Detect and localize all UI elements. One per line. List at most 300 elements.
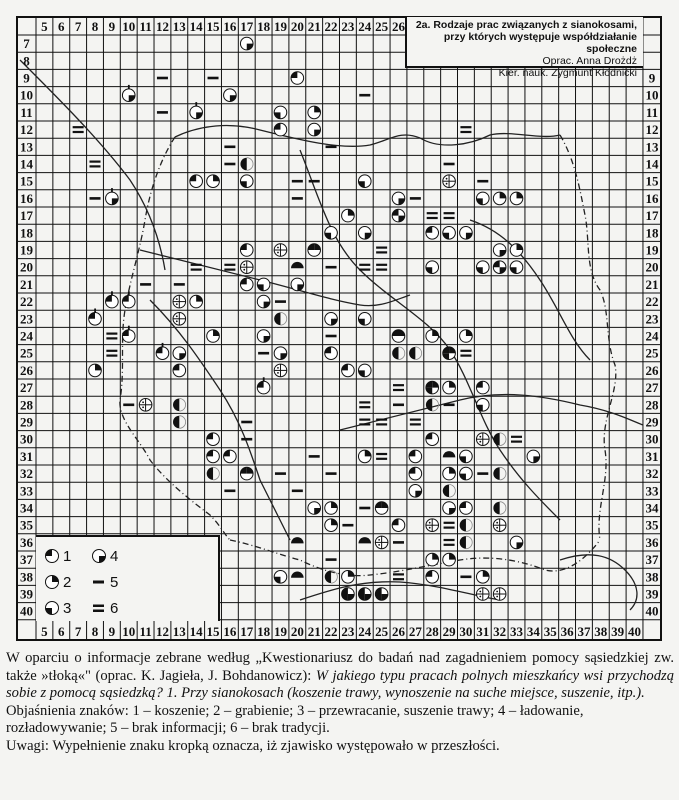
symbol-dot bbox=[479, 591, 481, 593]
symbol-quadrant-fill bbox=[325, 347, 331, 353]
map-symbol-q bbox=[207, 450, 220, 463]
map-title-box bbox=[405, 17, 643, 79]
symbol-half-top bbox=[291, 262, 304, 268]
axis-bottom-label: 28 bbox=[425, 624, 439, 639]
map-symbol-dash bbox=[292, 197, 303, 200]
symbol-dot bbox=[429, 522, 431, 524]
map-symbol-q bbox=[392, 209, 405, 222]
axis-bottom-label: 11 bbox=[139, 624, 152, 639]
axis-left-label: 37 bbox=[20, 552, 33, 568]
map-symbol-cross bbox=[426, 519, 439, 532]
symbol-dash bbox=[444, 404, 455, 407]
map-symbol-double bbox=[444, 539, 455, 546]
axis-bottom-label: 34 bbox=[526, 624, 540, 639]
legend-label-4: 4 bbox=[110, 547, 119, 565]
axis-right-label: 40 bbox=[645, 603, 659, 619]
legend-label-3: 3 bbox=[63, 599, 72, 617]
symbol-quadrant-fill bbox=[466, 233, 472, 239]
axis-bottom-label: 18 bbox=[257, 624, 271, 639]
symbol-double-dash-bottom bbox=[410, 423, 421, 425]
map-symbol-q bbox=[358, 175, 371, 188]
map-symbol-q bbox=[409, 485, 422, 498]
map-symbol-q bbox=[426, 226, 439, 239]
symbol-quadrant-fill bbox=[517, 192, 523, 198]
symbol-double-dash-bottom bbox=[106, 355, 117, 357]
symbol-quadrant-fill bbox=[240, 181, 246, 187]
symbol-quadrant-fill bbox=[375, 588, 381, 594]
map-symbol-q bbox=[274, 571, 287, 584]
axis-left-label: 31 bbox=[20, 448, 33, 464]
symbol-quadrant-fill bbox=[466, 330, 472, 336]
symbol-flag bbox=[111, 188, 113, 192]
symbol-quadrant-fill bbox=[517, 244, 523, 250]
axis-bottom-label: 33 bbox=[510, 624, 524, 639]
symbol-double-dash-bottom bbox=[90, 165, 101, 167]
symbol-dash bbox=[224, 490, 235, 493]
axis-top-label: 21 bbox=[307, 19, 321, 34]
symbol-double-dash-top bbox=[460, 350, 471, 352]
symbol-double-dash-top bbox=[444, 212, 455, 214]
map-symbol-dash bbox=[326, 146, 337, 149]
symbol-dot bbox=[446, 183, 448, 185]
axis-left-label: 36 bbox=[20, 534, 33, 550]
map-symbol-dash bbox=[292, 490, 303, 493]
map-symbol-dash bbox=[477, 472, 488, 475]
axis-left-label: 13 bbox=[20, 139, 33, 155]
map-symbol-half-l bbox=[274, 313, 287, 326]
symbol-dash bbox=[224, 146, 235, 149]
caption-remarks: Uwagi: Wypełnienie znaku kropką oznacza, iż zjawisko występowało w przeszłości. bbox=[6, 737, 500, 754]
map-symbol-q bbox=[89, 309, 102, 326]
symbol-quadrant-fill bbox=[382, 502, 388, 508]
map-symbol-cross bbox=[493, 519, 506, 532]
symbol-double-dash-top bbox=[460, 126, 471, 128]
symbol-quadrant-fill bbox=[426, 388, 432, 394]
symbol-dot bbox=[378, 544, 380, 546]
map-symbol-double bbox=[376, 453, 387, 460]
symbol-quadrant-fill bbox=[207, 450, 213, 456]
symbol-quadrant-fill bbox=[426, 571, 432, 577]
symbol-dot bbox=[243, 269, 245, 271]
symbol-quadrant-fill bbox=[392, 519, 398, 525]
map-symbol-q bbox=[240, 244, 253, 257]
symbol-double-dash-bottom bbox=[191, 269, 202, 271]
axis-bottom-label: 6 bbox=[58, 624, 65, 639]
map-symbol-q bbox=[240, 467, 253, 480]
symbol-quadrant-fill bbox=[358, 594, 364, 600]
axis-left-label: 10 bbox=[20, 87, 33, 103]
symbol-dash bbox=[326, 146, 337, 149]
symbol-dash bbox=[393, 541, 404, 544]
axis-right-label: 23 bbox=[645, 311, 659, 327]
map-symbol-dash bbox=[444, 404, 455, 407]
axis-top-label: 5 bbox=[41, 19, 48, 34]
symbol-double-dash-top bbox=[359, 264, 370, 266]
map-symbol-q bbox=[527, 450, 540, 463]
symbol-dot bbox=[496, 522, 498, 524]
map-symbol-double bbox=[359, 401, 370, 408]
symbol-dash bbox=[460, 576, 471, 579]
map-symbol-cross bbox=[240, 261, 253, 274]
symbol-quadrant-fill bbox=[500, 267, 506, 273]
axis-left-label: 40 bbox=[20, 603, 33, 619]
symbol-quadrant-fill bbox=[382, 594, 388, 600]
symbol-half-left bbox=[173, 416, 179, 429]
map-symbol-q bbox=[257, 278, 270, 291]
axis-left-label: 16 bbox=[20, 190, 33, 206]
symbol-half-outline bbox=[466, 536, 472, 549]
symbol-quadrant-fill bbox=[314, 106, 320, 112]
map-symbol-double bbox=[393, 573, 404, 580]
axis-bottom-label: 19 bbox=[273, 624, 287, 639]
axis-top-label: 7 bbox=[74, 19, 82, 34]
map-symbol-q bbox=[443, 467, 456, 480]
symbol-dash bbox=[393, 404, 404, 407]
symbol-quadrant-fill bbox=[483, 571, 489, 577]
map-symbol-q bbox=[207, 175, 220, 188]
map-symbol-q bbox=[325, 313, 338, 326]
symbol-quadrant-fill bbox=[280, 353, 286, 359]
symbol-quadrant-fill bbox=[190, 175, 196, 181]
symbol-quadrant-fill bbox=[449, 381, 455, 387]
symbol-half-left bbox=[274, 313, 280, 326]
symbol-quadrant-fill bbox=[196, 112, 202, 118]
symbol-dash bbox=[477, 180, 488, 183]
symbol-quadrant-fill bbox=[432, 330, 438, 336]
map-symbol-dash bbox=[208, 77, 219, 80]
symbol-half-outline bbox=[179, 416, 185, 429]
axis-right-label: 34 bbox=[645, 500, 659, 516]
symbol-quadrant-fill bbox=[240, 244, 246, 250]
axis-top-label: 26 bbox=[391, 19, 405, 34]
symbol-quadrant-fill bbox=[224, 450, 230, 456]
axis-left-label: 12 bbox=[20, 122, 33, 138]
axis-left-label: 9 bbox=[23, 70, 30, 86]
symbol-quadrant-fill bbox=[449, 347, 455, 353]
symbol-quadrant-fill bbox=[257, 284, 263, 290]
symbol-half-left bbox=[493, 433, 499, 446]
symbol-dot bbox=[277, 252, 279, 254]
axis-left-label: 28 bbox=[20, 397, 33, 413]
axis-left-label: 19 bbox=[20, 242, 33, 258]
symbol-double-dash-top bbox=[410, 419, 421, 421]
symbol-double-dash-bottom bbox=[460, 355, 471, 357]
axis-left-label: 20 bbox=[20, 259, 33, 275]
map-symbol-q bbox=[460, 330, 473, 343]
axis-top-label: 24 bbox=[358, 19, 372, 34]
map-symbol-q bbox=[426, 571, 439, 584]
map-symbol-q bbox=[274, 123, 287, 136]
symbol-half-left bbox=[443, 485, 449, 498]
map-symbol-dash bbox=[326, 472, 337, 475]
map-symbol-dash bbox=[275, 300, 286, 303]
map-symbol-q bbox=[392, 192, 405, 205]
map-symbol-dash bbox=[174, 283, 185, 286]
axis-top-labels bbox=[41, 19, 405, 34]
axis-bottom-label: 32 bbox=[493, 624, 507, 639]
axis-right-label: 11 bbox=[645, 104, 659, 120]
symbol-quadrant-fill bbox=[348, 571, 354, 577]
symbol-quadrant-fill bbox=[398, 330, 404, 336]
map-symbol-half-l bbox=[443, 485, 456, 498]
symbol-quadrant-fill bbox=[348, 594, 354, 600]
axis-right-label: 35 bbox=[645, 517, 659, 533]
map-symbol-dash bbox=[224, 490, 235, 493]
map-symbol-dash bbox=[123, 404, 134, 407]
symbol-quadrant-fill bbox=[358, 370, 364, 376]
axis-bottom-label: 36 bbox=[560, 624, 574, 639]
symbol-quadrant-fill bbox=[274, 112, 280, 118]
map-symbol-dash bbox=[241, 421, 252, 424]
map-symbol-q bbox=[392, 330, 405, 343]
map-symbol-q bbox=[224, 89, 237, 102]
symbol-flag bbox=[128, 326, 130, 330]
axis-bottom-label: 13 bbox=[172, 624, 186, 639]
axis-right-label: 25 bbox=[645, 345, 659, 361]
symbol-dot bbox=[176, 320, 178, 322]
axis-left-label: 8 bbox=[23, 53, 30, 69]
legend-item-6 bbox=[91, 599, 118, 617]
axis-bottom-label: 37 bbox=[577, 624, 591, 639]
symbol-quadrant-fill bbox=[460, 456, 466, 462]
map-symbol-dash bbox=[275, 472, 286, 475]
axis-bottom-label: 8 bbox=[91, 624, 99, 639]
axis-left-label: 7 bbox=[23, 36, 30, 52]
symbol-quadrant-fill bbox=[426, 267, 432, 273]
map-symbol-dash bbox=[410, 197, 421, 200]
symbol-dot bbox=[142, 401, 144, 403]
map-symbol-q bbox=[190, 102, 203, 119]
map-symbol-q bbox=[156, 343, 169, 360]
map-symbol-half-l bbox=[325, 571, 338, 584]
axis-left-label: 23 bbox=[20, 311, 33, 327]
map-symbol-q bbox=[173, 347, 186, 360]
axis-right-label: 13 bbox=[645, 139, 659, 155]
symbol-quadrant-fill bbox=[358, 181, 364, 187]
map-symbol-dash bbox=[309, 455, 320, 458]
symbol-flag bbox=[94, 309, 96, 313]
map-symbol-q bbox=[190, 295, 203, 308]
map-symbol-q bbox=[510, 192, 523, 205]
axis-right-label: 30 bbox=[645, 431, 659, 447]
symbol-quadrant-fill bbox=[449, 508, 455, 514]
axis-right-label: 21 bbox=[645, 276, 659, 292]
axis-right-label: 28 bbox=[645, 397, 659, 413]
map-symbol-q bbox=[443, 347, 456, 360]
axis-bottom-label: 24 bbox=[358, 624, 372, 639]
symbol-dot bbox=[429, 527, 431, 529]
map-symbol-cross bbox=[476, 588, 489, 601]
symbol-quadrant-fill bbox=[173, 364, 179, 370]
legend bbox=[36, 535, 220, 621]
axis-bottom-label: 14 bbox=[189, 624, 203, 639]
symbol-quadrant-fill bbox=[517, 542, 523, 548]
map-symbol-q bbox=[308, 244, 321, 257]
map-symbol-half-l bbox=[493, 467, 506, 480]
map-symbol-cross bbox=[476, 433, 489, 446]
symbol-dash bbox=[477, 472, 488, 475]
symbol-half-top bbox=[291, 571, 304, 577]
map-symbol-half-l bbox=[240, 158, 253, 171]
map-symbol-q bbox=[426, 553, 439, 566]
symbol-dash bbox=[241, 438, 252, 441]
map-symbol-cross bbox=[443, 175, 456, 188]
axis-bottom-label: 27 bbox=[408, 624, 422, 639]
map-symbol-q bbox=[493, 244, 506, 257]
symbol-flag bbox=[263, 377, 265, 381]
map-symbol-double bbox=[224, 264, 235, 271]
axis-top-label: 17 bbox=[240, 19, 254, 34]
map-symbol-dash bbox=[157, 77, 168, 80]
axis-top-label: 25 bbox=[375, 19, 389, 34]
axis-bottom-label: 15 bbox=[206, 624, 220, 639]
caption bbox=[6, 650, 674, 755]
symbol-dash bbox=[359, 507, 370, 510]
map-symbol-cross bbox=[173, 313, 186, 326]
symbol-half-outline bbox=[280, 313, 286, 326]
map-symbol-half-t bbox=[291, 537, 304, 543]
map-symbol-double bbox=[444, 212, 455, 219]
map-symbol-q bbox=[493, 192, 506, 205]
symbol-quadrant-fill bbox=[247, 44, 253, 50]
symbol-half-outline bbox=[179, 399, 185, 412]
symbol-quadrant-fill bbox=[493, 261, 499, 267]
map-symbol-cross bbox=[375, 536, 388, 549]
symbol-quadrant-fill bbox=[207, 433, 213, 439]
map-symbol-q bbox=[426, 330, 439, 343]
map-symbol-q bbox=[308, 123, 321, 136]
symbol-flag bbox=[128, 291, 130, 295]
symbol-quadrant-fill bbox=[365, 450, 371, 456]
map-symbol-q bbox=[106, 291, 119, 308]
map-symbol-q bbox=[342, 364, 355, 377]
map-symbol-dash bbox=[326, 266, 337, 269]
symbol-double-dash-top bbox=[393, 384, 404, 386]
symbol-dash bbox=[258, 352, 269, 355]
map-symbol-double bbox=[376, 419, 387, 426]
caption-paragraph bbox=[6, 650, 674, 703]
symbol-dash bbox=[140, 283, 151, 286]
axis-right-label: 18 bbox=[645, 225, 659, 241]
symbol-double-dash-top bbox=[90, 161, 101, 163]
map-symbol-q bbox=[257, 330, 270, 343]
symbol-dash bbox=[208, 77, 219, 80]
symbol-dash bbox=[359, 94, 370, 97]
axis-top-label: 14 bbox=[189, 19, 203, 34]
map-symbol-q bbox=[510, 261, 523, 274]
axis-left-label: 21 bbox=[20, 276, 33, 292]
map-symbol-q bbox=[510, 536, 523, 549]
axis-right-label: 32 bbox=[645, 466, 659, 482]
map-symbol-q bbox=[224, 450, 237, 463]
map-symbol-q bbox=[257, 377, 270, 394]
axis-right-label: 9 bbox=[648, 70, 656, 86]
map-symbol-q bbox=[476, 571, 489, 584]
symbol-double-dash-bottom bbox=[393, 578, 404, 580]
map-symbol-q bbox=[443, 553, 456, 566]
symbol-dot bbox=[142, 406, 144, 408]
map-symbol-double bbox=[460, 350, 471, 357]
river-carpathian bbox=[300, 582, 500, 600]
symbol-dot bbox=[176, 303, 178, 305]
axis-bottom-label: 30 bbox=[459, 624, 473, 639]
map-symbol-half-l bbox=[426, 399, 439, 412]
symbol-dash bbox=[275, 472, 286, 475]
symbol-double-dash-top bbox=[376, 453, 387, 455]
symbol-double-dash-bottom bbox=[444, 544, 455, 546]
symbol-quadrant-fill bbox=[257, 381, 263, 387]
map-symbol-q bbox=[460, 450, 473, 463]
legend-label-6: 6 bbox=[110, 599, 119, 617]
quadrant-top-left-icon bbox=[44, 548, 60, 564]
axis-top-label: 19 bbox=[273, 19, 287, 34]
map-symbol-q bbox=[207, 330, 220, 343]
symbol-half-left bbox=[460, 536, 466, 549]
map-symbol-dash bbox=[258, 352, 269, 355]
map-symbol-dash bbox=[460, 576, 471, 579]
map-symbol-double bbox=[73, 126, 84, 133]
symbol-quadrant-fill bbox=[106, 295, 112, 301]
axis-right-label: 27 bbox=[645, 380, 659, 396]
symbol-half-left bbox=[493, 502, 499, 515]
map-symbol-dash bbox=[140, 283, 151, 286]
symbol-quadrant-fill bbox=[460, 474, 466, 480]
symbol-double-dash-top bbox=[376, 247, 387, 249]
axis-right-label: 29 bbox=[645, 414, 659, 430]
symbol-quadrant-fill bbox=[264, 336, 270, 342]
symbol-quadrant-fill bbox=[449, 553, 455, 559]
symbol-half-outline bbox=[398, 347, 404, 360]
river-west bbox=[20, 60, 165, 270]
symbol-double-dash-bottom bbox=[511, 441, 522, 443]
axis-bottom-label: 5 bbox=[41, 624, 48, 639]
map-symbol-q bbox=[493, 261, 506, 274]
symbol-double-dash-bottom bbox=[444, 527, 455, 529]
map-symbol-q bbox=[426, 381, 439, 394]
axis-bottom-label: 9 bbox=[108, 624, 116, 639]
map-symbol-q bbox=[325, 519, 338, 532]
symbol-double-dash-bottom bbox=[359, 269, 370, 271]
map-symbol-half-l bbox=[460, 536, 473, 549]
symbol-half-outline bbox=[213, 467, 219, 480]
symbol-quadrant-fill bbox=[308, 244, 314, 250]
symbol-dash bbox=[174, 283, 185, 286]
double-dash-icon bbox=[91, 600, 107, 616]
map-symbol-q bbox=[443, 227, 456, 240]
symbol-flag bbox=[111, 291, 113, 295]
symbol-double-dash-top bbox=[444, 522, 455, 524]
axis-right-label: 20 bbox=[645, 259, 659, 275]
map-symbol-half-l bbox=[493, 433, 506, 446]
axis-right-label: 37 bbox=[645, 552, 659, 568]
symbol-half-outline bbox=[466, 519, 472, 532]
symbol-quadrant-fill bbox=[415, 491, 421, 497]
axis-left-label: 35 bbox=[20, 517, 33, 533]
symbol-quadrant-fill bbox=[426, 226, 432, 232]
map-symbol-double bbox=[359, 264, 370, 271]
quadrant-top-right-icon bbox=[44, 574, 60, 590]
map-symbol-q bbox=[460, 467, 473, 480]
symbol-half-left bbox=[173, 399, 179, 412]
map-symbol-q bbox=[375, 588, 388, 601]
symbol-quadrant-fill bbox=[240, 467, 246, 473]
axis-right-label: 26 bbox=[645, 362, 659, 378]
symbol-dash bbox=[292, 180, 303, 183]
symbol-quadrant-fill bbox=[500, 250, 506, 256]
map-symbol-cross bbox=[139, 399, 152, 412]
symbol-dot bbox=[479, 441, 481, 443]
symbol-quadrant-fill bbox=[476, 381, 482, 387]
